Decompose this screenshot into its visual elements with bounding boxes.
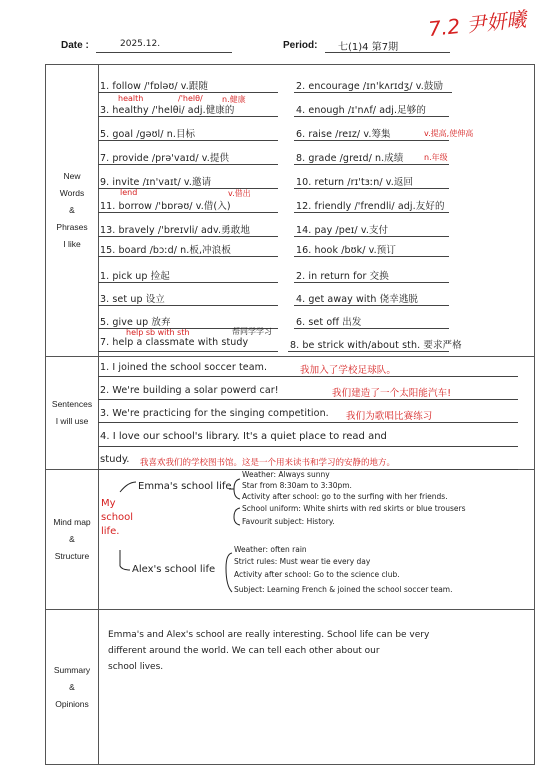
note-lend: lend xyxy=(120,188,138,197)
vocab-item: 13. bravely /'breɪvli/ adv.勇敢地 xyxy=(100,225,250,236)
note-help-sb: help sb with sth xyxy=(126,328,190,337)
note-healthy-ipa: /'helθ/ xyxy=(178,94,203,103)
emma-item: Favourit subject: History. xyxy=(242,517,335,526)
sentence-cn: 我们为歌唱比赛练习 xyxy=(346,411,433,422)
vocab-item: 14. pay /peɪ/ v.支付 xyxy=(296,225,389,236)
emma-item: Weather: Always sunny xyxy=(242,470,330,479)
emma-item: Star from 8:30am to 3:30pm. xyxy=(242,481,352,490)
sentence-cn: 我加入了学校足球队。 xyxy=(300,365,397,376)
section-label-sentences: Sentences I will use xyxy=(46,357,99,470)
phrase-item: 3. set up 设立 xyxy=(100,294,165,305)
note-healthy-cn: n.健康 xyxy=(222,95,246,104)
vocab-item: 9. invite /ɪn'vaɪt/ v.邀请 xyxy=(100,177,212,188)
sentence-en: 3. We're practicing for the singing competition. xyxy=(100,408,329,419)
vocab-item: 3. healthy /'helθi/ adj.健康的 xyxy=(100,105,235,116)
alex-item: Activity after school: Go to the science club. xyxy=(234,570,400,579)
alex-item: Subject: Learning French & joined the school soccer team. xyxy=(234,585,453,594)
vocab-item: 4. enough /ɪ'nʌf/ adj.足够的 xyxy=(296,105,426,116)
vocab-item: 5. goal /gəʊl/ n.目标 xyxy=(100,129,196,140)
phrase-item: 5. give up 放弃 xyxy=(100,317,171,328)
vocab-item: 15. board /bɔːd/ n.板,冲浪板 xyxy=(100,245,231,256)
phrase-item: 8. be strick with/about sth. 要求严格 xyxy=(290,340,462,351)
vocab-item: 8. grade /greɪd/ n.成绩 xyxy=(296,153,404,164)
alex-node: Alex's school life xyxy=(132,564,216,575)
vocab-item: 12. friendly /'frendli/ adj.友好的 xyxy=(296,201,445,212)
phrase-item: 7. help a classmate with study xyxy=(100,337,249,348)
name-signature: 7.2 尹妍曦 xyxy=(427,6,528,42)
note-help-cn: 帮同学学习 xyxy=(232,327,272,336)
section-label-mindmap: Mind map & Structure xyxy=(46,470,99,610)
note-borrow-cn: v.借出 xyxy=(228,189,251,198)
sentence-cn: 我喜欢我们的学校图书馆。这是一个用来读书和学习的安静的地方。 xyxy=(140,458,396,468)
vocab-item: 16. hook /bʊk/ v.预订 xyxy=(296,245,396,256)
vocab-item: 1. follow /'fɒləʊ/ v.跟随 xyxy=(100,81,209,92)
alex-item: Weather: often rain xyxy=(234,545,307,554)
phrase-item: 1. pick up 捡起 xyxy=(100,271,170,282)
date-value: 2025.12. xyxy=(120,39,161,49)
sentence-en: 2. We're building a solar powerd car! xyxy=(100,385,279,396)
vocab-item: 11. borrow /'bɒrəʊ/ v.借(入) xyxy=(100,201,231,212)
note-health: health xyxy=(118,94,144,103)
vocab-item: 7. provide /prə'vaɪd/ v.提供 xyxy=(100,153,230,164)
summary-line: different around the world. We can tell each other about our xyxy=(108,646,380,656)
date-label: Date : xyxy=(61,40,89,51)
sentence-en: 1. I joined the school soccer team. xyxy=(100,362,268,373)
phrase-item: 2. in return for 交换 xyxy=(296,271,389,282)
phrase-item: 6. set off 出发 xyxy=(296,317,362,328)
emma-item: School uniform: White shirts with red skirts or blue trousers xyxy=(242,504,466,513)
emma-node: Emma's school life xyxy=(138,481,232,492)
mindmap-root: My school life. xyxy=(101,498,134,537)
period-value: 七(1)4 第7期 xyxy=(338,42,399,53)
vocab-item: 6. raise /reɪz/ v.筹集 xyxy=(296,129,391,140)
vocab-item: 10. return /rɪ'tɜːn/ v.返回 xyxy=(296,177,414,188)
section-label-words: New Words & Phrases I like xyxy=(46,65,99,357)
sentence-en: 4. I love our school's library. It's a quiet place to read and xyxy=(100,431,387,442)
section-label-summary: Summary & Opinions xyxy=(46,610,99,765)
sentence-cn: 我们建造了一个太阳能汽车! xyxy=(332,388,452,399)
period-label: Period: xyxy=(283,40,318,51)
phrase-item: 4. get away with 侥幸逃脱 xyxy=(296,294,419,305)
note-raise-cn: v.提高,使伸高 xyxy=(424,129,474,138)
sentence-en: study. xyxy=(100,454,130,465)
note-grade-cn: n.年级 xyxy=(424,153,448,162)
alex-item: Strict rules: Must wear tie every day xyxy=(234,557,371,566)
vocab-item: 2. encourage /ɪn'kʌrɪdʒ/ v.鼓励 xyxy=(296,81,444,92)
emma-item: Activity after school: go to the surfing with her friends. xyxy=(242,492,448,501)
summary-line: school lives. xyxy=(108,662,164,672)
summary-line: Emma's and Alex's school are really interesting. School life can be very xyxy=(108,630,430,640)
